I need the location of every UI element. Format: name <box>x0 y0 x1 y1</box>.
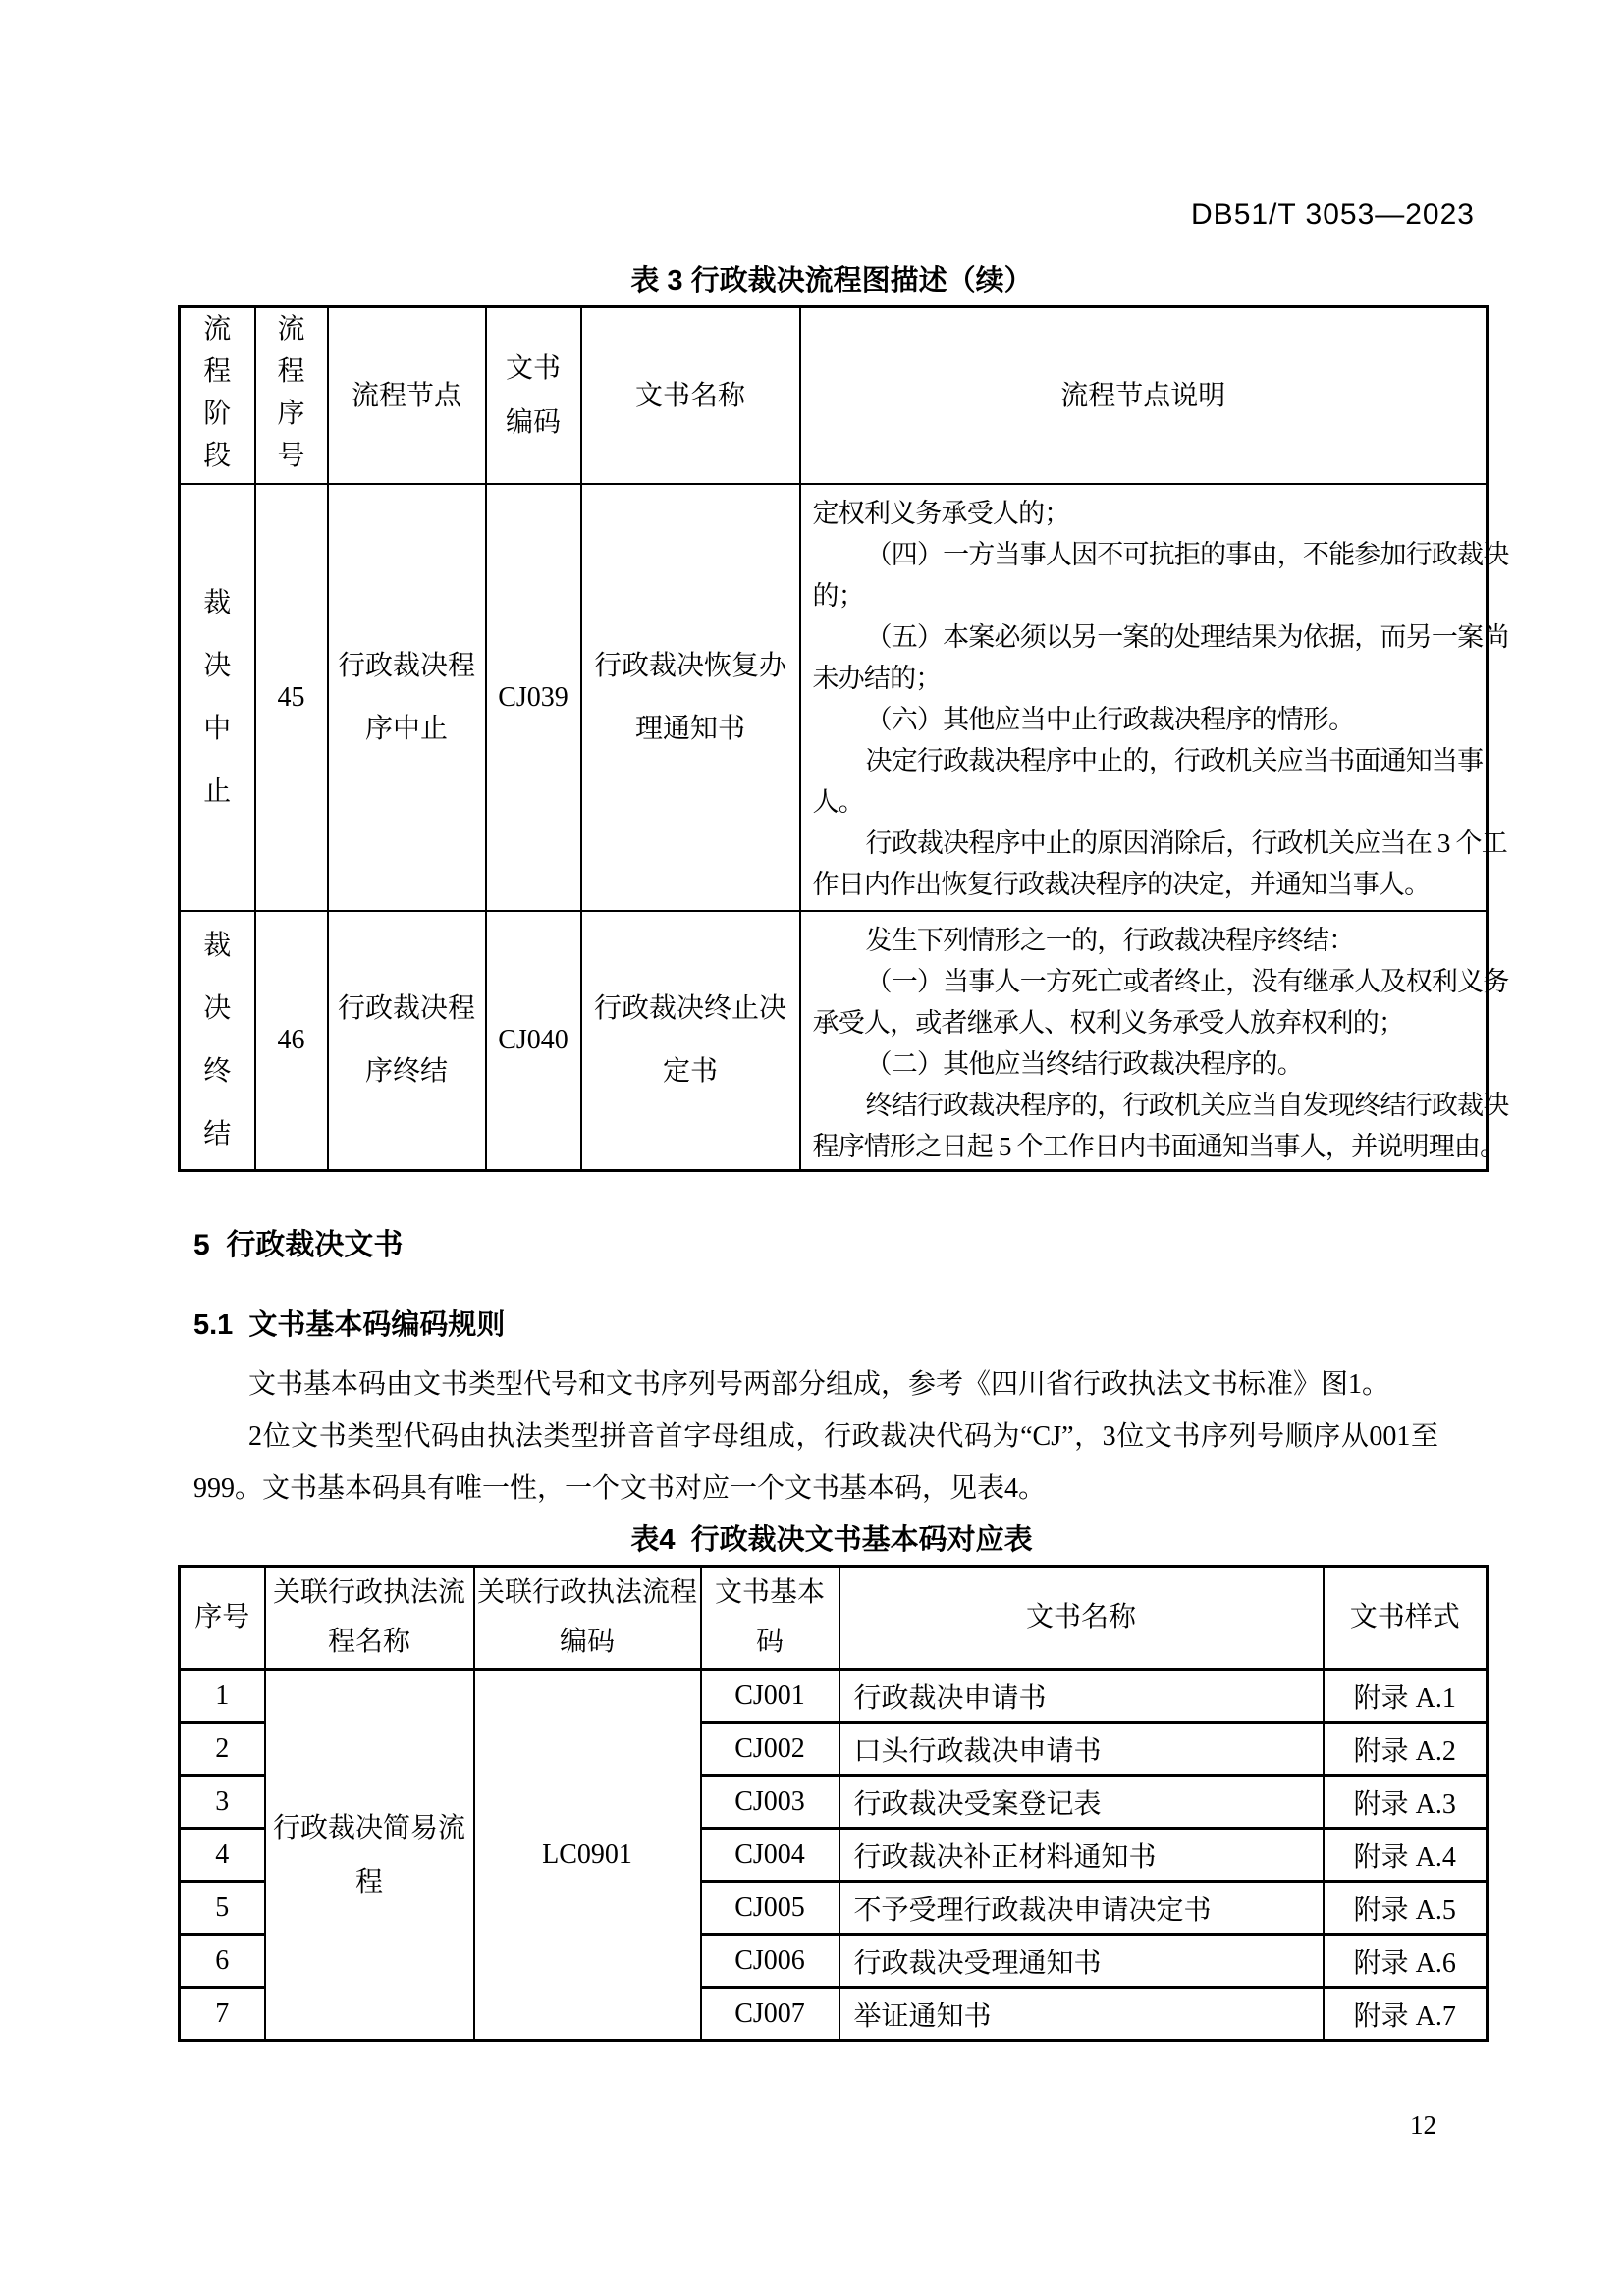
table4-title: 表4 行政裁决文书基本码对应表 <box>630 1524 1033 1556</box>
cell-process-code: LC0901 <box>474 1670 701 2041</box>
description-line: 人。 <box>812 787 864 817</box>
cell-doc-style: 附录 A.6 <box>1324 1935 1488 1988</box>
cell-doc-basic-code: CJ007 <box>701 1988 839 2041</box>
cell-seq-no: 2 <box>180 1723 265 1776</box>
table4-header-doc-name: 文书名称 <box>839 1567 1324 1670</box>
cell-doc-basic-code: CJ003 <box>701 1776 839 1829</box>
cell-doc-name: 口头行政裁决申请书 <box>839 1723 1324 1776</box>
cell-doc-basic-code: CJ005 <box>701 1882 839 1935</box>
cell-seq-no: 6 <box>180 1935 265 1988</box>
description-line: （五）本案必须以另一案的处理结果为依据，而另一案尚 <box>865 622 1509 652</box>
node-description-cell <box>800 911 1509 1170</box>
subsection-heading: 5.1 文书基本码编码规则 <box>193 1309 506 1341</box>
description-line: 行政裁决程序中止的原因消除后，行政机关应当在 3 个工 <box>865 828 1507 858</box>
seq-cell: 45 <box>255 484 328 911</box>
cell-seq-no: 4 <box>180 1829 265 1882</box>
table4-header-no: 序号 <box>180 1567 265 1670</box>
table3-header-stage-text: 流程阶段 <box>203 314 232 471</box>
description-line: 作日内作出恢复行政裁决程序的决定，并通知当事人。 <box>812 870 1431 899</box>
cell-doc-style: 附录 A.4 <box>1324 1829 1488 1882</box>
table3-flowchart-description <box>178 305 1509 1172</box>
stage-text: 裁决终结 <box>203 930 232 1149</box>
description-line: （二）其他应当终结行政裁决程序的。 <box>865 1049 1303 1079</box>
cell-doc-basic-code: CJ004 <box>701 1829 839 1882</box>
description-line: 承受人，或者继承人、权利义务承受人放弃权利的； <box>812 1008 1405 1038</box>
table4-row <box>180 1670 1488 1723</box>
description-line: （六）其他应当中止行政裁决程序的情形。 <box>865 705 1355 734</box>
cell-seq-no: 3 <box>180 1776 265 1829</box>
stage-text: 裁决中止 <box>203 587 232 807</box>
cell-doc-style: 附录 A.3 <box>1324 1776 1488 1829</box>
cell-doc-name: 行政裁决受案登记表 <box>839 1776 1324 1829</box>
cell-doc-basic-code: CJ006 <box>701 1935 839 1988</box>
cell-doc-name: 不予受理行政裁决申请决定书 <box>839 1882 1324 1935</box>
table4-basic-code-mapping <box>178 1565 1489 2042</box>
cell-doc-style: 附录 A.2 <box>1324 1723 1488 1776</box>
cell-doc-name: 行政裁决受理通知书 <box>839 1935 1324 1988</box>
description-line: 终结行政裁决程序的，行政机关应当自发现终结行政裁决 <box>865 1091 1509 1120</box>
cell-doc-style: 附录 A.7 <box>1324 1988 1488 2041</box>
cell-doc-basic-code: CJ002 <box>701 1723 839 1776</box>
cell-process-name: 行政裁决简易流程 <box>265 1670 474 2041</box>
doc-name-cell: 行政裁决终止决定书 <box>581 911 800 1170</box>
table3-header-seq-text: 流程序号 <box>277 314 305 471</box>
cell-seq-no: 7 <box>180 1988 265 2041</box>
table3-header-node-desc: 流程节点说明 <box>800 307 1488 485</box>
node-cell: 行政裁决程序终结 <box>328 911 486 1170</box>
cell-doc-name: 行政裁决补正材料通知书 <box>839 1829 1324 1882</box>
table4-header-row <box>180 1567 1488 1670</box>
table3-title: 表 3 行政裁决流程图描述（续） <box>630 265 1033 296</box>
table4-header-basic-code-text: 文书基本码 <box>714 1577 825 1657</box>
cell-doc-basic-code: CJ001 <box>701 1670 839 1723</box>
page-number: 12 <box>1410 2110 1436 2140</box>
table3-header-node: 流程节点 <box>328 307 486 485</box>
paragraph: 2位文书类型代码由执法类型拼音首字母组成，行政裁决代码为“CJ”，3位文书序列号顺序从001至999。文书基本码具有唯一性，一个文书对应一个文书基本码，见表4。 <box>193 1421 1438 1504</box>
table3-header-doc-name: 文书名称 <box>581 307 800 485</box>
cell-doc-style: 附录 A.1 <box>1324 1670 1488 1723</box>
stage-cell <box>180 484 255 911</box>
doc-code-cell: CJ039 <box>486 484 581 911</box>
stage-cell <box>180 911 255 1170</box>
table3-header-stage <box>180 307 255 485</box>
node-cell: 行政裁决程序中止 <box>328 484 486 911</box>
description-line: 程序情形之日起 5 个工作日内书面通知当事人，并说明理由。 <box>812 1132 1506 1161</box>
paragraph: 文书基本码由文书类型代号和文书序列号两部分组成，参考《四川省行政执法文书标准》图1。 <box>248 1369 1390 1400</box>
table3-row-46 <box>180 911 1488 1170</box>
description-line: 定权利义务承受人的； <box>812 499 1070 528</box>
table3-row-45 <box>180 484 1488 911</box>
doc-code-cell: CJ040 <box>486 911 581 1170</box>
description-line: 发生下列情形之一的，行政裁决程序终结： <box>865 926 1355 955</box>
node-description-cell <box>800 484 1509 911</box>
description-line: （一）当事人一方死亡或者终止，没有继承人及权利义务 <box>865 967 1509 996</box>
body-text <box>193 1359 1438 1515</box>
table4-header-basic-code <box>701 1567 839 1670</box>
description-line: 的； <box>812 581 864 611</box>
section-heading: 5 行政裁决文书 <box>193 1229 404 1261</box>
description-line: （四）一方当事人因不可抗拒的事由，不能参加行政裁决 <box>865 540 1509 569</box>
table4-header-process-code: 关联行政执法流程编码 <box>474 1567 701 1670</box>
table4-header-doc-style: 文书样式 <box>1324 1567 1488 1670</box>
table3-header-row <box>180 307 1488 485</box>
cell-seq-no: 5 <box>180 1882 265 1935</box>
table3-header-doc-code: 文书编码 <box>486 307 581 485</box>
cell-doc-name: 举证通知书 <box>839 1988 1324 2041</box>
description-line: 决定行政裁决程序中止的，行政机关应当书面通知当事 <box>865 746 1484 775</box>
table4-header-process-name: 关联行政执法流程名称 <box>265 1567 474 1670</box>
cell-doc-name: 行政裁决申请书 <box>839 1670 1324 1723</box>
standard-number-header: DB51/T 3053—2023 <box>1191 198 1475 231</box>
doc-name-cell: 行政裁决恢复办理通知书 <box>581 484 800 911</box>
cell-doc-style: 附录 A.5 <box>1324 1882 1488 1935</box>
cell-seq-no: 1 <box>180 1670 265 1723</box>
description-line: 未办结的； <box>812 664 942 693</box>
seq-cell: 46 <box>255 911 328 1170</box>
table3-header-seq <box>255 307 328 485</box>
